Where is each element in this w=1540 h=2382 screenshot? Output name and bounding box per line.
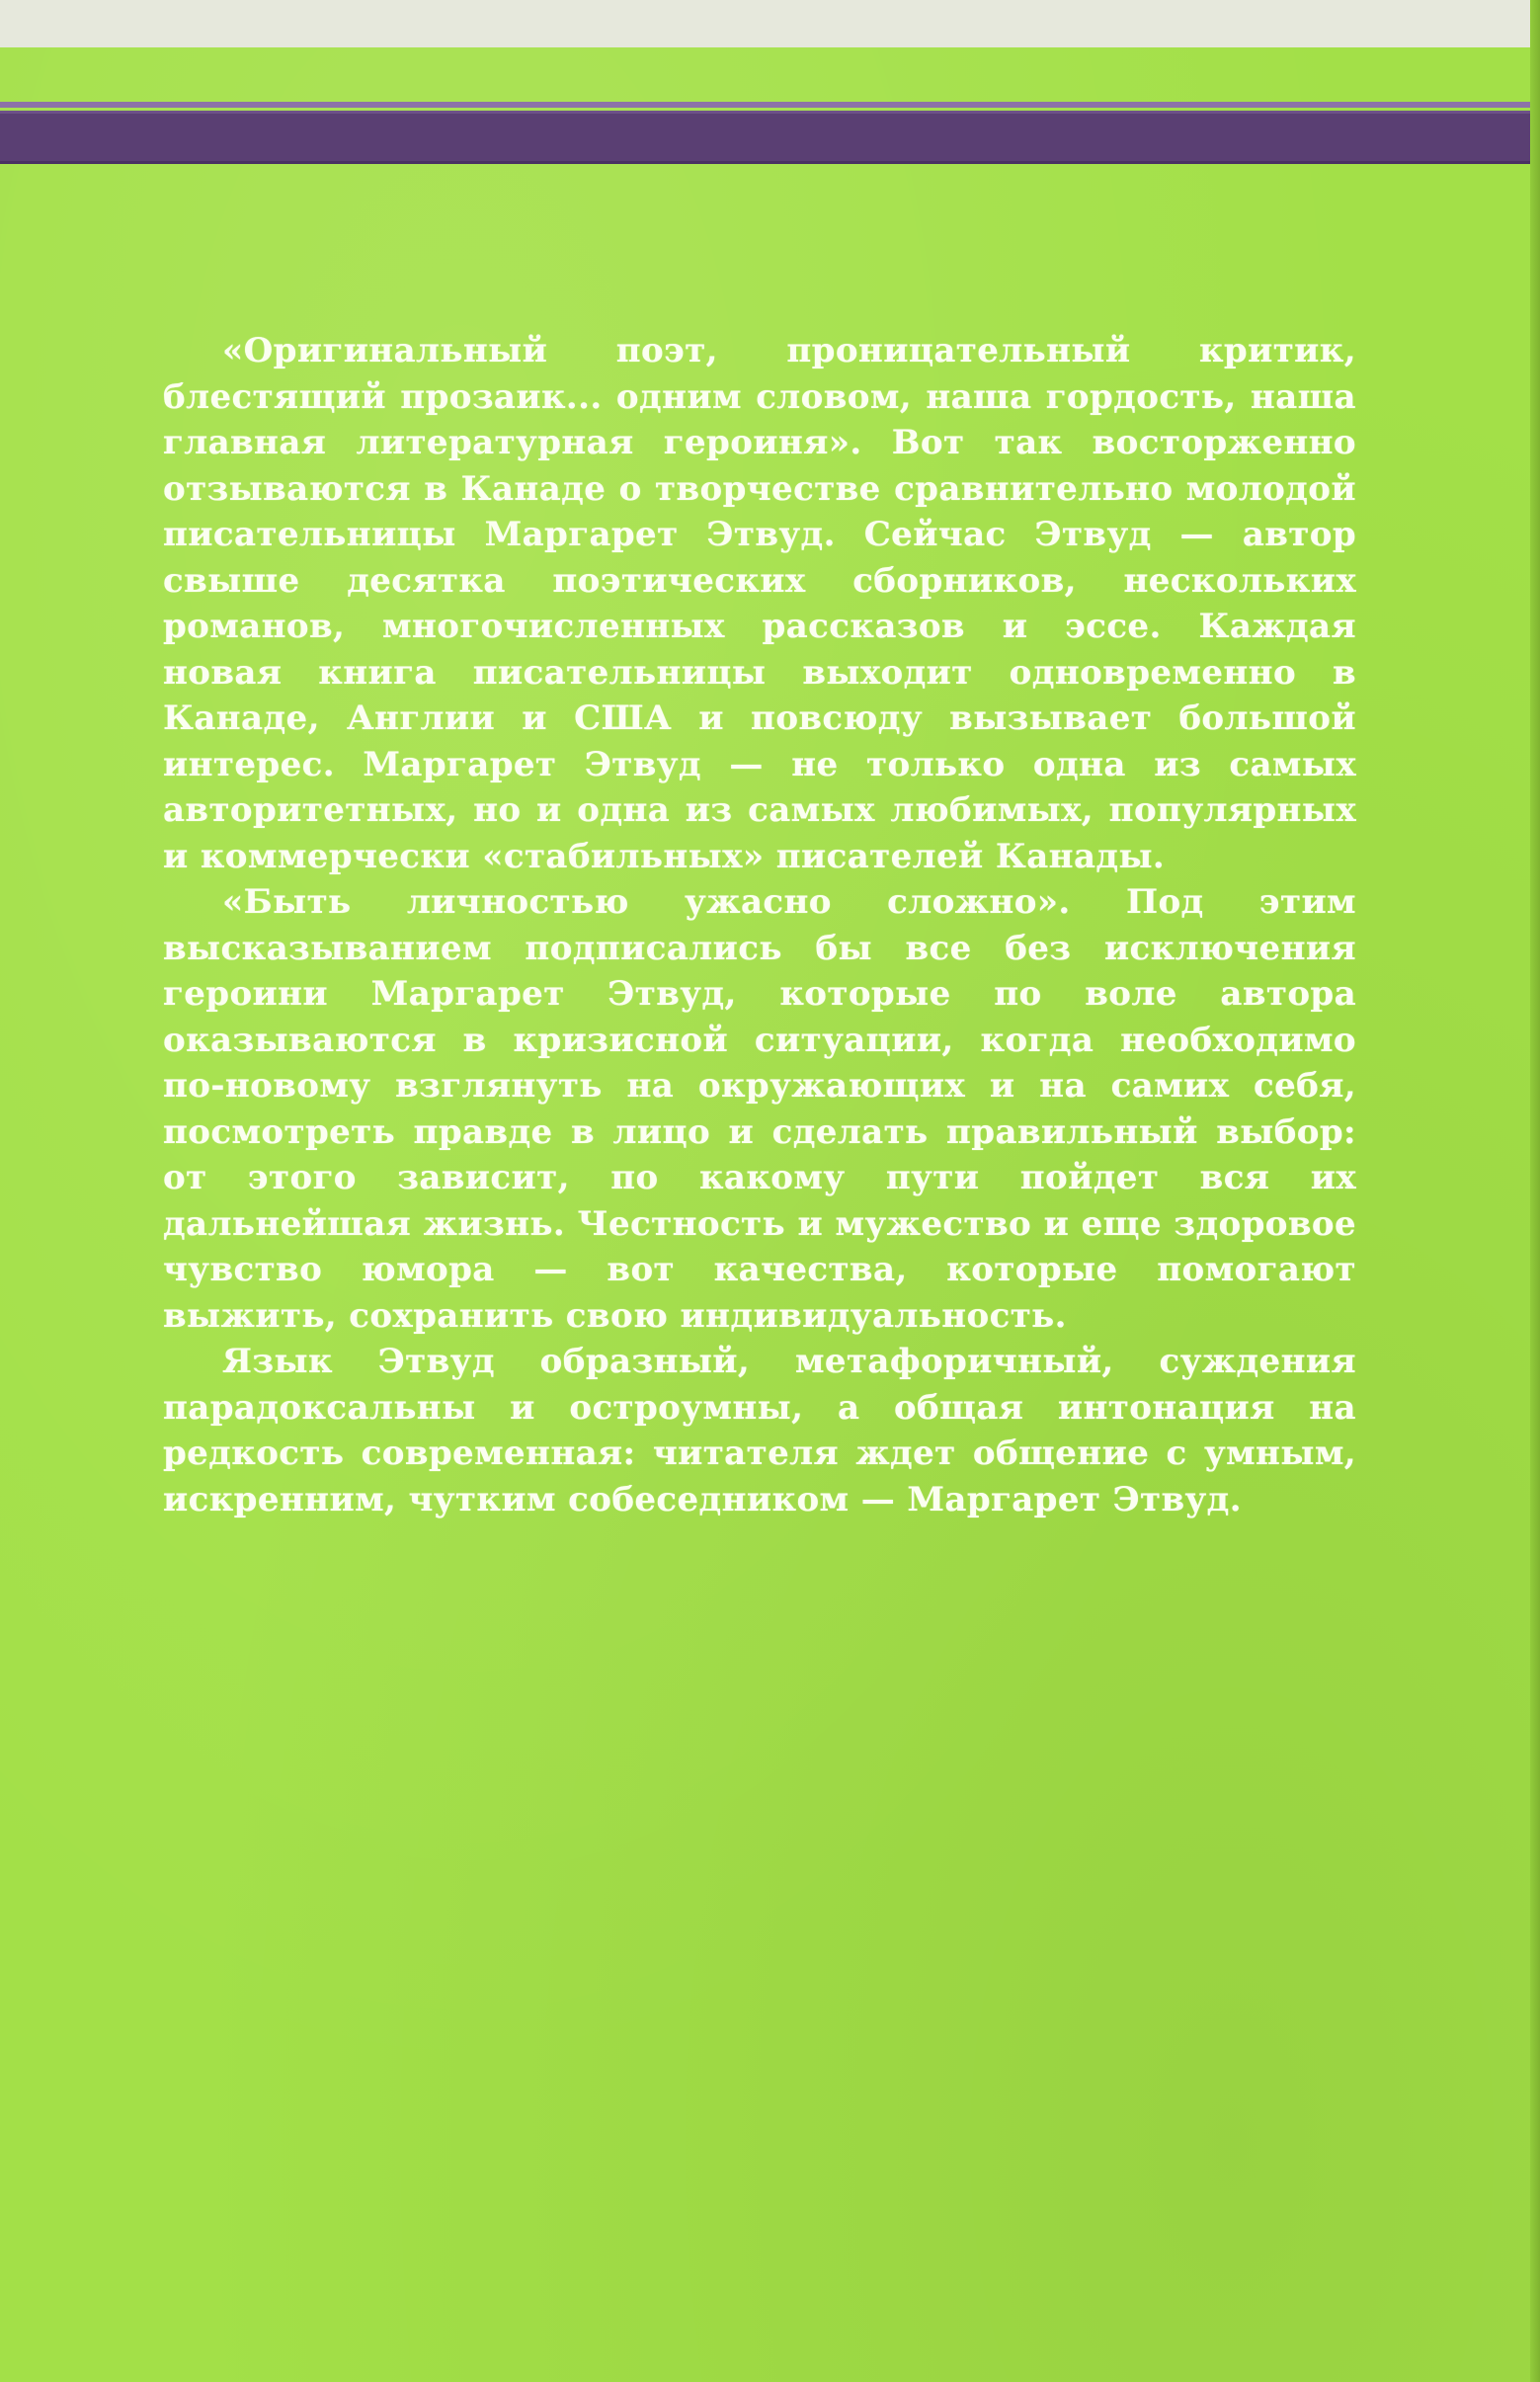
band-highlight xyxy=(0,102,1540,108)
cover-edge xyxy=(1530,0,1540,2382)
purple-band xyxy=(0,111,1540,164)
paragraph-2: «Быть личностью ужасно сложно». Под этим высказыванием подписались бы все без исключения героини Маргарет Этвуд, которые по воле автора оказываются в кризисной ситуации, когда необходимо по-новому взглянуть на окружающих и на самих себя, посмотреть правде в лицо и сделать правильный выбор: от этого зависит, по какому пути пойдет вся их дальнейшая жизнь. Честность и мужество и еще здоровое чувство юмора — вот качества, которые помогают выжить, сохранить свою индивидуальность. xyxy=(163,882,1356,1336)
paragraph-3: Язык Этвуд образный, метафоричный, суждения парадоксальны и остроумны, а общая интонация на редкость современная: читателя ждет общение с умным, искренним, чутким собеседником — Маргарет Этвуд. xyxy=(163,1342,1356,1520)
annotation-text xyxy=(163,328,1356,1522)
top-margin xyxy=(0,0,1540,47)
paragraph-1: «Оригинальный поэт, проницательный критик, блестящий прозаик... одним словом, наша гордость, наша главная литературная героиня». Вот так восторженно отзываются в Канаде о творчестве сравнительно молодой писательницы Маргарет Этвуд. Сейчас Этвуд — автор свыше десятка поэтических сборников, нескольких романов, многочисленных рассказов и эссе. Каждая новая книга писательницы выходит одновременно в Канаде, Англии и США и повсюду вызывает большой интерес. Маргарет Этвуд — не только одна из самых авторитетных, но и одна из самых любимых, популярных и коммерчески «стабильных» писателей Канады. xyxy=(163,331,1356,876)
